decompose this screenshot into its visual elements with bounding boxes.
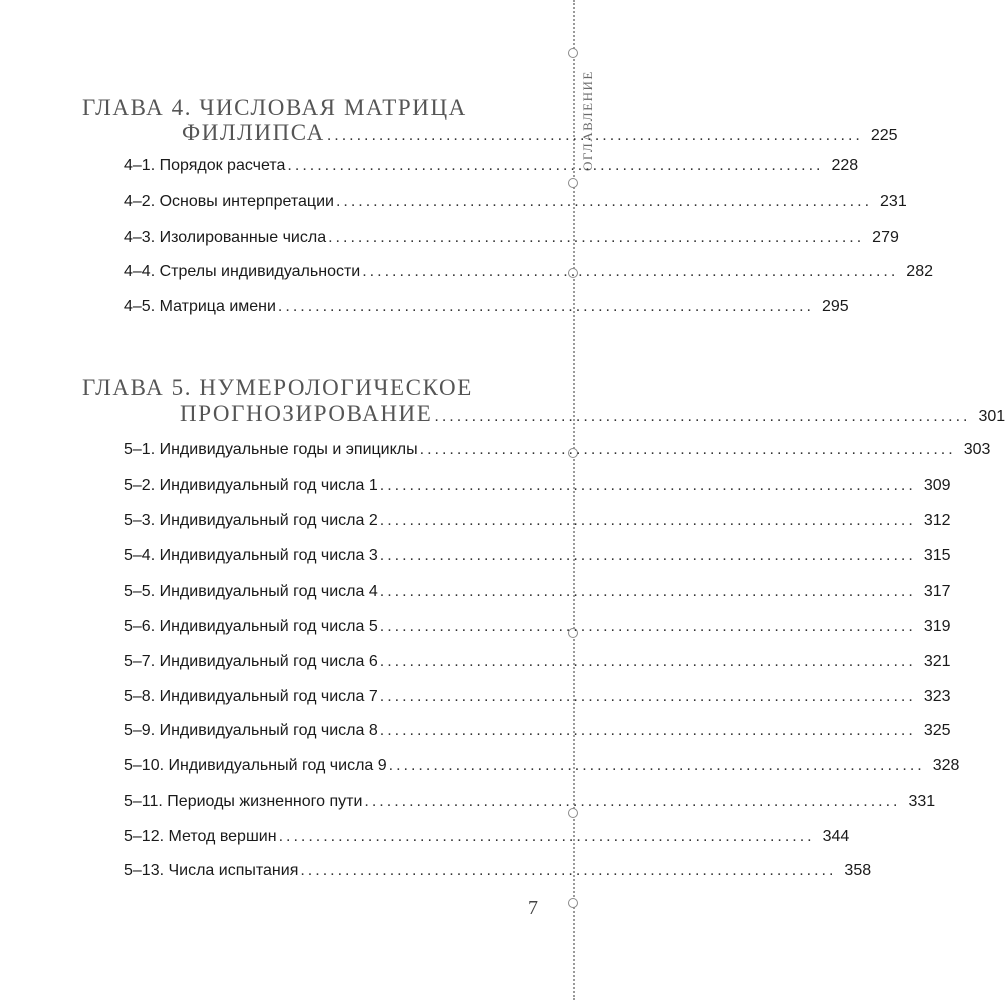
toc-entry-label: 5–2. Индивидуальный год числа 1: [124, 477, 378, 494]
bead-ornament: [568, 898, 578, 908]
toc-entry-label: 5–11. Периоды жизненного пути: [124, 793, 363, 810]
chapter-5-page: 301: [978, 408, 1005, 425]
toc-entry-label: 5–1. Индивидуальные годы и эпициклы: [124, 441, 418, 458]
dot-leader: ........................................................................: [335, 193, 873, 210]
decorative-rule: [573, 0, 575, 1000]
dot-leader: ........................................................................: [300, 862, 837, 879]
chapter-5-heading-row[interactable]: [180, 401, 1005, 427]
chapter-4-title-line1: ГЛАВА 4. ЧИСЛОВАЯ МАТРИЦА: [82, 95, 467, 120]
toc-entry[interactable]: [124, 828, 850, 854]
toc-entry[interactable]: [124, 193, 907, 219]
toc-entry-label: 4–4. Стрелы индивидуальности: [124, 263, 361, 280]
dot-leader: ........................................................................: [277, 298, 814, 315]
toc-entry-page: 303: [963, 441, 991, 458]
chapter-5-title-line1: ГЛАВА 5. НУМЕРОЛОГИЧЕСКОЕ: [82, 375, 473, 400]
dot-leader: ........................................................................: [379, 547, 916, 564]
toc-entry-label: 5–6. Индивидуальный год числа 5: [124, 618, 378, 635]
dot-leader: ........................................................................: [364, 793, 901, 810]
dot-leader: ........................................................................: [362, 263, 899, 280]
toc-entry-label: 5–10. Индивидуальный год числа 9: [124, 757, 387, 774]
dot-leader: ........................................................................: [419, 441, 956, 458]
bead-ornament: [568, 48, 578, 58]
chapter-4-page: 225: [870, 127, 898, 144]
toc-entry[interactable]: [124, 722, 951, 748]
dot-leader: ........................................................................: [388, 757, 925, 774]
toc-entry[interactable]: [124, 263, 933, 289]
toc-entry-label: 4–5. Матрица имени: [124, 298, 276, 315]
toc-entry-label: 5–5. Индивидуальный год числа 4: [124, 583, 378, 600]
dot-leader: ........................................................................: [278, 828, 815, 845]
toc-entry-page: 279: [872, 229, 899, 246]
running-section-label: ОГЛАВЛЕНИЕ: [580, 70, 595, 171]
toc-entry-label: 4–1. Порядок расчета: [124, 157, 286, 174]
toc-entry[interactable]: [124, 441, 991, 467]
chapter-4-heading-row[interactable]: [182, 120, 898, 146]
dot-leader: ........................................................................: [379, 477, 916, 494]
toc-entry[interactable]: [124, 512, 951, 538]
toc-entry-label: 5–12. Метод вершин: [124, 828, 277, 845]
toc-entry-page: 309: [923, 477, 951, 494]
toc-entry-label: 5–9. Индивидуальный год числа 8: [124, 722, 378, 739]
dot-leader: ........................................................................: [379, 583, 916, 600]
chapter-5-title-line2: ПРОГНОЗИРОВАНИЕ: [180, 401, 433, 426]
toc-entry-label: 4–3. Изолированные числа: [124, 229, 327, 246]
toc-entry[interactable]: [124, 688, 951, 714]
toc-entry-page: 231: [880, 193, 907, 210]
toc-entry[interactable]: [124, 547, 951, 573]
toc-entry[interactable]: [124, 862, 872, 888]
toc-entry-label: 5–13. Числа испытания: [124, 862, 299, 879]
toc-entry-page: 344: [822, 828, 850, 845]
page-number: 7: [528, 897, 538, 919]
toc-entry[interactable]: [124, 757, 960, 783]
toc-entry-page: 317: [923, 583, 951, 600]
toc-entry[interactable]: [124, 298, 849, 324]
toc-entry[interactable]: [124, 157, 859, 183]
toc-entry-page: 312: [923, 512, 951, 529]
dot-leader: ........................................................................: [379, 618, 916, 635]
dot-leader: ........................................................................: [379, 722, 916, 739]
toc-entry[interactable]: [124, 793, 936, 819]
toc-entry-label: 5–7. Индивидуальный год числа 6: [124, 653, 378, 670]
toc-entry-page: 321: [923, 653, 951, 670]
toc-entry-page: 282: [906, 263, 933, 280]
toc-entry-page: 325: [923, 722, 951, 739]
toc-entry-page: 323: [923, 688, 951, 705]
toc-entry-page: 358: [844, 862, 872, 879]
toc-entry-page: 328: [932, 757, 960, 774]
toc-entry[interactable]: [124, 229, 899, 255]
dot-leader: ........................................................................: [328, 229, 865, 246]
toc-entry-label: 5–4. Индивидуальный год числа 3: [124, 547, 378, 564]
toc-entry[interactable]: [124, 618, 951, 644]
dot-leader: ........................................................................: [379, 512, 916, 529]
toc-entry[interactable]: [124, 653, 951, 679]
dot-leader: ........................................................................: [326, 127, 863, 144]
dot-leader: ........................................................................: [434, 408, 971, 425]
dot-leader: ........................................................................: [379, 688, 916, 705]
toc-entry-page: 331: [908, 793, 936, 810]
toc-entry-page: 315: [923, 547, 951, 564]
toc-entry[interactable]: [124, 583, 951, 609]
dot-leader: ........................................................................: [287, 157, 824, 174]
toc-entry-page: 295: [821, 298, 849, 315]
toc-entry-page: 228: [831, 157, 859, 174]
chapter-4-title-line2: ФИЛЛИПСА: [182, 120, 325, 145]
toc-entry-label: 5–3. Индивидуальный год числа 2: [124, 512, 378, 529]
dot-leader: ........................................................................: [379, 653, 916, 670]
bead-ornament: [568, 178, 578, 188]
toc-entry-label: 4–2. Основы интерпретации: [124, 193, 334, 210]
toc-entry-label: 5–8. Индивидуальный год числа 7: [124, 688, 378, 705]
toc-entry[interactable]: [124, 477, 951, 503]
toc-entry-page: 319: [923, 618, 951, 635]
